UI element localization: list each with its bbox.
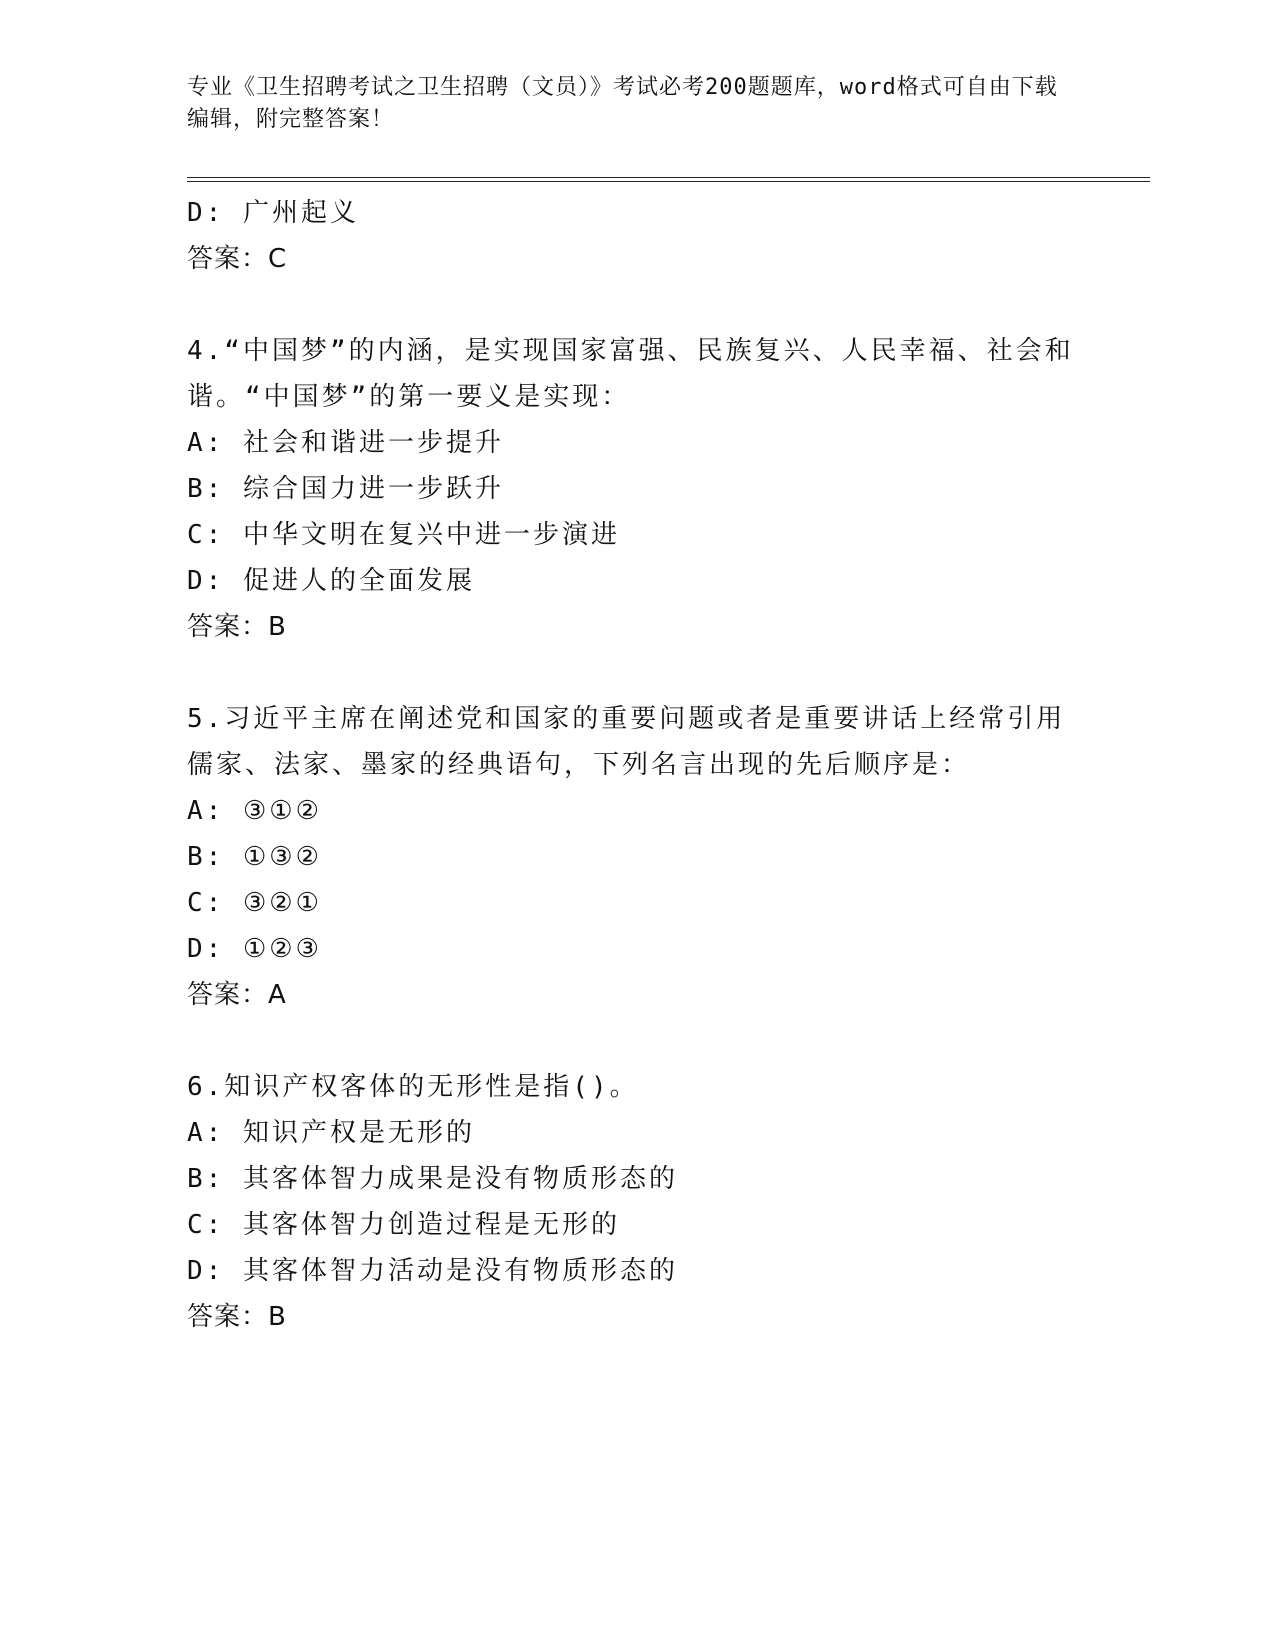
option-a: A: 知识产权是无形的 [187,1118,475,1148]
question-text: 4.“中国梦”的内涵，是实现国家富强、民族复兴、人民幸福、社会和谐。“中国梦”的第一要义是实现： [187,336,1074,412]
question-5 [187,696,1087,1018]
option-d: D: 促进人的全面发展 [187,566,475,596]
answer: 答案：A [187,980,287,1010]
option-a: A: ③①② [187,796,322,826]
prev-option-d: D: 广州起义 [187,198,359,228]
question-4 [187,328,1087,650]
option-d: D: 其客体智力活动是没有物质形态的 [187,1256,678,1286]
question-6 [187,1064,1087,1340]
question-text: 6.知识产权客体的无形性是指()。 [187,1072,639,1102]
answer: 答案：B [187,612,287,642]
option-d: D: ①②③ [187,934,322,964]
option-a: A: 社会和谐进一步提升 [187,428,504,458]
answer: 答案：B [187,1302,287,1332]
header-divider [187,177,1150,178]
option-c: C: 中华文明在复兴中进一步演进 [187,520,620,550]
option-b: B: ①③② [187,842,322,872]
option-b: B: 其客体智力成果是没有物质形态的 [187,1164,678,1194]
document-header: 专业《卫生招聘考试之卫生招聘（文员）》考试必考200题题库，word格式可自由下载编辑，附完整答案！ [187,75,1058,132]
question-text: 5.习近平主席在阐述党和国家的重要问题或者是重要讲话上经常引用儒家、法家、墨家的经典语句，下列名言出现的先后顺序是： [187,704,1066,780]
option-c: C: 其客体智力创造过程是无形的 [187,1210,620,1240]
document-body [187,190,1087,1340]
option-c: C: ③②① [187,888,322,918]
option-b: B: 综合国力进一步跃升 [187,474,504,504]
prev-answer: 答案：C [187,244,288,274]
header-divider-double [187,181,1150,182]
